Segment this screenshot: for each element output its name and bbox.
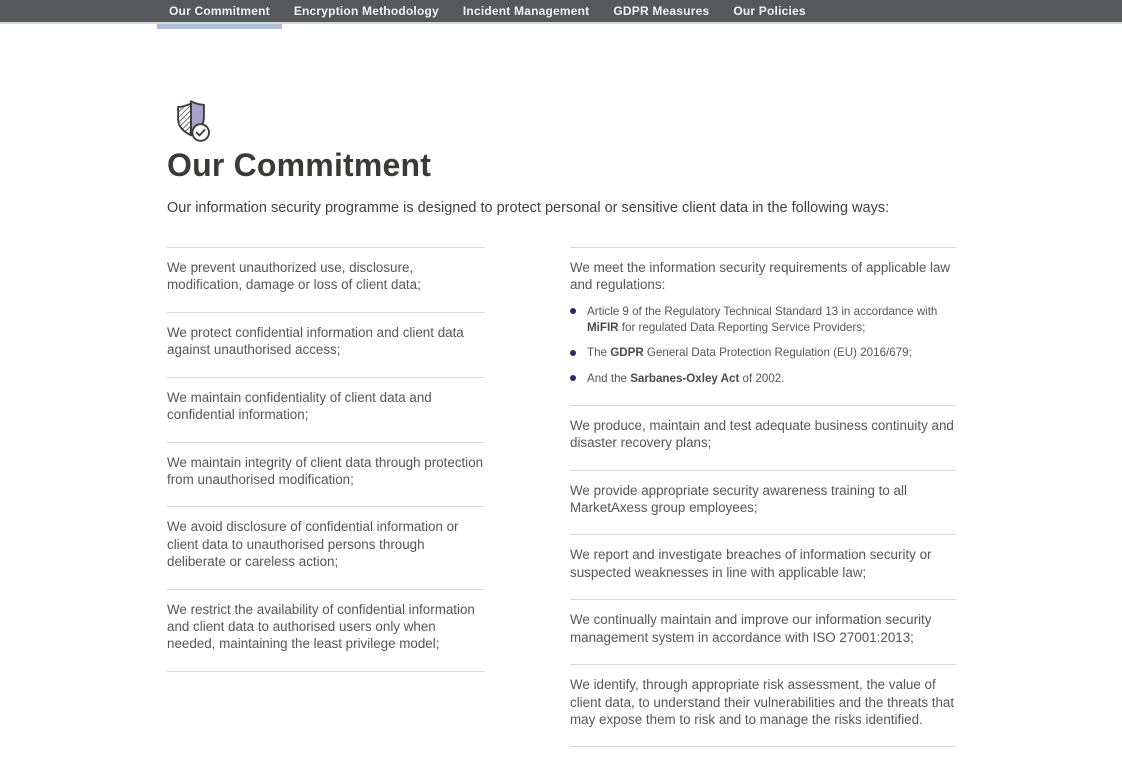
commitment-item-text: We provide appropriate security awareness training to all MarketAxess group employees; [570,482,907,515]
tab-encryption-methodology[interactable]: Encryption Methodology [293,4,439,18]
commitment-item-text: We avoid disclosure of confidential information or client data to unauthorised persons through deliberate or careless action; [167,519,459,570]
commitment-item-text: We maintain confidentiality of client data and confidential information; [167,389,432,423]
regulation-bullet-item: The GDPR General Data Protection Regulation (EU) 2016/679; [570,345,956,361]
commitment-item-text: We identify, through appropriate risk assessment, the value of client data, to understand their vulnerabilities and the threats that may expose them to risk and to manage the risks identified. [570,677,955,727]
commitment-item [167,312,485,377]
commitment-columns [167,247,956,747]
commitment-item-text: We produce, maintain and test adequate business continuity and disaster recovery plans; [570,417,954,451]
top-navigation [0,0,1122,24]
commitment-item [570,405,956,470]
commitment-column-right [570,247,956,747]
commitment-item-text: We protect confidential information and client data against unauthorised access; [167,324,464,358]
regulation-bullet-item: And the Sarbanes-Oxley Act of 2002. [570,371,956,387]
commitment-item [570,664,956,746]
regulation-bullet-item: Article 9 of the Regulatory Technical Standard 13 in accordance with MiFIR for regulated Data Reporting Service Providers; [570,304,956,336]
shield-check-icon [167,97,215,145]
commitment-item-text: We continually maintain and improve our information security management system in accordance with ISO 27001:2013; [570,612,932,645]
commitment-item-text: We prevent unauthorized use, disclosure, modification, damage or loss of client data; [167,260,421,293]
commitment-item [570,470,956,535]
commitment-item-text: We restrict the availability of confidential information and client data to authorised users only when needed, maintaining the least privilege model; [167,601,475,652]
page-subtitle: Our information security programme is designed to protect personal or sensitive client data in the following ways: [167,200,890,216]
commitment-item [570,534,956,599]
tab-gdpr-measures[interactable]: GDPR Measures [613,4,710,18]
commitment-item [570,247,956,405]
commitment-column-left [167,247,485,672]
commitment-item-text: We report and investigate breaches of information security or suspected weaknesses in line with applicable law; [570,547,932,580]
commitment-item-text: We meet the information security requirements of applicable law and regulations: [570,260,951,293]
page-title: Our Commitment [167,147,432,183]
tab-our-commitment[interactable]: Our Commitment [157,0,282,23]
commitment-item [167,506,485,588]
commitment-item [167,442,485,507]
tab-our-policies[interactable]: Our Policies [733,4,806,18]
commitment-item [570,599,956,664]
commitment-item [167,589,485,671]
commitment-item [167,247,485,312]
tab-incident-management[interactable]: Incident Management [462,4,590,18]
regulation-bullet-list [570,304,956,387]
main-content [0,97,1122,747]
commitment-item-text: We maintain integrity of client data through protection from unauthorised modification; [167,454,484,487]
commitment-item [167,377,485,442]
